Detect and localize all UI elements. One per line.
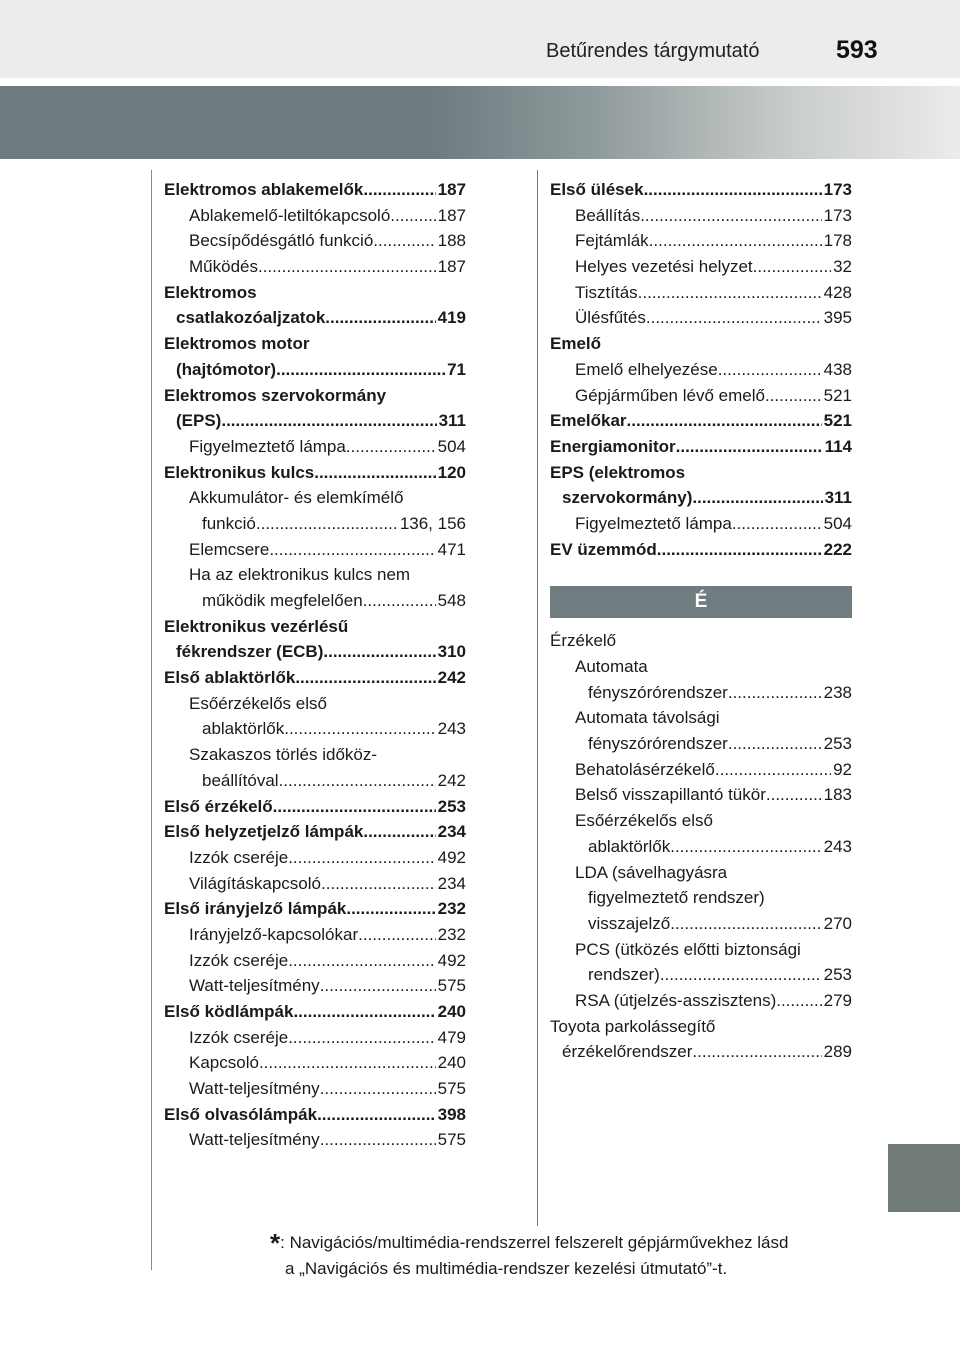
index-entry — [164, 1102, 466, 1128]
leader-dots — [320, 973, 436, 999]
index-entry — [164, 819, 466, 845]
index-entry — [550, 808, 852, 834]
entry-text: Behatolásérzékelő — [575, 759, 715, 779]
entry-text: Belső visszapillantó tükör — [575, 785, 766, 805]
entry-text: Watt-teljesítmény — [189, 976, 320, 996]
leader-dots — [776, 988, 821, 1014]
leader-dots — [728, 731, 822, 757]
leader-dots — [279, 768, 436, 794]
leader-dots — [346, 896, 435, 922]
entry-page-ref: 243 — [437, 719, 466, 739]
entry-page-ref: 32 — [833, 257, 852, 277]
leader-dots — [314, 460, 435, 486]
index-column-right — [550, 177, 852, 1065]
entry-page-ref: 222 — [823, 539, 852, 559]
leader-dots — [363, 819, 435, 845]
index-entry — [550, 680, 852, 706]
index-entry — [550, 911, 852, 937]
entry-text: Izzók cseréje — [189, 847, 289, 867]
entry-text: Ha az elektronikus kulcs nem — [189, 565, 411, 585]
column-divider — [537, 170, 538, 1226]
leader-dots — [295, 665, 435, 691]
entry-text: Első helyzetjelző lámpák — [164, 822, 364, 842]
leader-dots — [644, 177, 822, 203]
leader-dots — [715, 757, 831, 783]
index-entry — [164, 588, 466, 614]
entry-text: Izzók cseréje — [189, 950, 289, 970]
entry-text: funkció — [202, 513, 256, 533]
index-entry — [550, 228, 852, 254]
entry-text: Elektromos — [164, 282, 257, 302]
entry-page-ref: 289 — [823, 1042, 852, 1062]
entry-text: Ülésfűtés — [575, 308, 646, 328]
entry-text: Esőérzékelős első — [575, 811, 713, 831]
entry-text: Automata — [575, 657, 648, 676]
entry-page-ref: 240 — [437, 1002, 466, 1021]
entry-page-ref: 243 — [823, 836, 852, 856]
index-entry — [550, 357, 852, 383]
entry-text: Helyes vezetési helyzet — [575, 257, 753, 277]
index-entry — [550, 203, 852, 229]
index-entry — [164, 203, 466, 229]
entry-page-ref: 504 — [437, 436, 466, 456]
index-entry — [550, 408, 852, 434]
entry-page-ref: 183 — [823, 785, 852, 805]
index-entry — [164, 511, 466, 537]
index-entry — [550, 757, 852, 783]
entry-text: (EPS) — [176, 411, 222, 431]
index-entry — [550, 731, 852, 757]
index-entry — [550, 705, 852, 731]
entry-text: ablaktörlők — [202, 719, 285, 739]
leader-dots — [346, 434, 436, 460]
index-entry — [550, 1014, 852, 1040]
entry-page-ref: 173 — [823, 180, 852, 199]
index-entry — [164, 1025, 466, 1051]
chapter-thumb-tab — [888, 1144, 960, 1212]
leader-dots — [273, 794, 436, 820]
entry-text: fényszórórendszer — [588, 682, 728, 702]
header-banner — [0, 86, 960, 159]
index-entry — [550, 937, 852, 963]
leader-dots — [728, 680, 822, 706]
index-entry — [164, 537, 466, 563]
index-entry — [164, 1127, 466, 1153]
entry-page-ref: 575 — [437, 1130, 466, 1150]
entry-text: Beállítás — [575, 205, 641, 225]
index-column-left — [164, 177, 466, 1153]
index-entry — [164, 794, 466, 820]
entry-text: Watt-teljesítmény — [189, 1130, 320, 1150]
entry-page-ref: 136, 156 — [399, 513, 466, 533]
header-band — [0, 0, 960, 78]
leader-dots — [284, 716, 435, 742]
entry-text: Elektromos ablakemelők — [164, 180, 364, 199]
leader-dots — [288, 1025, 435, 1051]
index-entry — [164, 614, 466, 640]
index-entry — [550, 1039, 852, 1065]
leader-dots — [363, 177, 435, 203]
entry-page-ref: 242 — [437, 668, 466, 688]
index-entry — [164, 896, 466, 922]
index-entry — [550, 782, 852, 808]
index-entry — [164, 716, 466, 742]
entry-text: LDA (sávelhagyásra — [575, 862, 728, 882]
leader-dots — [692, 485, 822, 511]
entry-page-ref: 114 — [824, 436, 852, 456]
entry-page-ref: 173 — [823, 205, 852, 225]
index-entry — [550, 834, 852, 860]
leader-dots — [258, 254, 436, 280]
entry-text: Figyelmeztető lámpa — [575, 513, 732, 533]
entry-text: Watt-teljesítmény — [189, 1079, 320, 1099]
entry-text: PCS (ütközés előtti biztonsági — [575, 939, 801, 959]
entry-text: Első érzékelő — [164, 796, 273, 816]
footnote-line-2: a „Navigációs és multimédia-rendszer kezelési útmutató”-t. — [285, 1259, 728, 1278]
leader-dots — [293, 999, 435, 1025]
footnote-star: * — [270, 1228, 281, 1258]
leader-dots — [373, 228, 435, 254]
entry-text: Első olvasólámpák — [164, 1104, 318, 1124]
leader-dots — [317, 1102, 436, 1128]
index-entry — [164, 768, 466, 794]
entry-text: rendszer) — [588, 965, 660, 985]
left-margin-rule — [151, 170, 152, 1270]
leader-dots — [670, 911, 821, 937]
index-entry — [164, 357, 466, 383]
index-entry — [164, 562, 466, 588]
index-entry — [550, 305, 852, 331]
entry-text: EV üzemmód — [550, 539, 657, 559]
leader-dots — [325, 305, 435, 331]
entry-text: Figyelmeztető lámpa — [189, 436, 346, 456]
page-number: 593 — [836, 36, 878, 64]
index-entry — [550, 177, 852, 203]
leader-dots — [321, 871, 436, 897]
leader-dots — [390, 203, 435, 229]
entry-page-ref: 178 — [823, 231, 852, 251]
index-entry — [550, 280, 852, 306]
leader-dots — [718, 357, 822, 383]
leader-dots — [276, 357, 445, 383]
leader-dots — [765, 383, 822, 409]
entry-text: Fejtámlák — [575, 231, 649, 251]
entry-page-ref: 92 — [833, 759, 852, 779]
entry-text: szervokormány) — [562, 488, 693, 508]
index-entry — [550, 654, 852, 680]
entry-page-ref: 234 — [437, 873, 466, 893]
index-entry — [550, 485, 852, 511]
leader-dots — [766, 782, 822, 808]
entry-page-ref: 270 — [823, 913, 852, 933]
entry-page-ref: 242 — [437, 770, 466, 790]
index-entry — [550, 460, 852, 486]
entry-page-ref: 311 — [438, 411, 466, 431]
index-entry — [164, 1050, 466, 1076]
entry-text: RSA (útjelzés-asszisztens) — [575, 990, 777, 1010]
index-entry — [164, 691, 466, 717]
index-entry — [164, 1076, 466, 1102]
entry-page-ref: 253 — [823, 965, 852, 985]
entry-text: Elektronikus kulcs — [164, 462, 315, 482]
index-entry — [164, 845, 466, 871]
index-entry — [164, 408, 466, 434]
index-entry — [164, 177, 466, 203]
entry-page-ref: 398 — [437, 1104, 466, 1124]
entry-text: fékrendszer (ECB) — [176, 642, 324, 662]
entry-page-ref: 71 — [447, 359, 466, 379]
leader-dots — [670, 834, 821, 860]
leader-dots — [320, 1127, 436, 1153]
entry-page-ref: 240 — [437, 1053, 466, 1073]
leader-dots — [660, 962, 822, 988]
entry-page-ref: 188 — [437, 231, 466, 251]
entry-page-ref: 310 — [437, 642, 466, 662]
index-entry — [550, 383, 852, 409]
footnote-line-1: : Navigációs/multimédia-rendszerrel felszerelt gépjárművekhez lásd — [280, 1233, 789, 1252]
index-entry — [550, 254, 852, 280]
leader-dots — [640, 203, 821, 229]
entry-page-ref: 521 — [823, 385, 852, 405]
entry-text: Első ködlámpák — [164, 1002, 294, 1021]
index-entry — [164, 305, 466, 331]
entry-text: Tisztítás — [575, 282, 638, 302]
leader-dots — [753, 254, 831, 280]
entry-page-ref: 253 — [823, 734, 852, 754]
leader-dots — [627, 408, 822, 434]
entry-page-ref: 575 — [437, 976, 466, 996]
entry-text: Első irányjelző lámpák — [164, 899, 347, 919]
entry-page-ref: 311 — [824, 488, 852, 508]
index-entry — [164, 383, 466, 409]
entry-page-ref: 428 — [823, 282, 852, 302]
index-entry — [550, 860, 852, 886]
index-entry — [550, 537, 852, 563]
leader-dots — [256, 511, 398, 537]
entry-text: EPS (elektromos — [550, 462, 686, 482]
entry-page-ref: 479 — [437, 1027, 466, 1047]
leader-dots — [692, 1039, 821, 1065]
index-entry — [550, 988, 852, 1014]
entry-text: Elektronikus vezérlésű — [164, 616, 349, 636]
index-entry — [164, 948, 466, 974]
entry-text: figyelmeztető rendszer) — [588, 888, 765, 908]
entry-page-ref: 238 — [823, 682, 852, 702]
entry-page-ref: 279 — [823, 990, 852, 1010]
entry-text: Elektromos szervokormány — [164, 385, 387, 405]
entry-text: Gépjárműben lévő emelő — [575, 385, 765, 405]
entry-text: Szakaszos törlés időköz- — [189, 745, 378, 765]
entry-text: Kapcsoló — [189, 1053, 259, 1073]
index-entry — [164, 871, 466, 897]
entry-text: Első ablaktörlők — [164, 668, 296, 688]
entry-page-ref: 395 — [823, 308, 852, 328]
entry-text: fényszórórendszer — [588, 734, 728, 754]
leader-dots — [323, 639, 435, 665]
entry-text: Automata távolsági — [575, 708, 720, 728]
index-entry — [550, 434, 852, 460]
entry-text: Első ülések — [550, 180, 644, 199]
entry-page-ref: 438 — [823, 359, 852, 379]
leader-dots — [221, 408, 436, 434]
index-entry — [550, 962, 852, 988]
index-entry — [164, 228, 466, 254]
leader-dots — [320, 1076, 436, 1102]
index-entry — [550, 331, 852, 357]
index-entry — [550, 628, 852, 654]
entry-text: Működés — [189, 257, 258, 277]
leader-dots — [732, 511, 822, 537]
entry-text: Becsípődésgátló funkció — [189, 231, 374, 251]
index-entry — [164, 742, 466, 768]
entry-page-ref: 187 — [437, 180, 466, 199]
leader-dots — [269, 537, 435, 563]
index-entry — [164, 280, 466, 306]
entry-text: működik megfelelően — [202, 591, 363, 610]
entry-text: érzékelőrendszer — [562, 1042, 693, 1062]
entry-text: Toyota parkolássegítő — [550, 1016, 716, 1036]
index-entry — [164, 639, 466, 665]
entry-text: Emelő — [550, 334, 602, 354]
entry-text: beállítóval — [202, 770, 279, 790]
entry-text: Emelő elhelyezése — [575, 359, 718, 379]
entry-page-ref: 471 — [437, 539, 466, 559]
entry-page-ref: 504 — [823, 513, 852, 533]
entry-text: Elektromos motor — [164, 334, 310, 354]
entry-page-ref: 234 — [437, 822, 466, 842]
section-letter-header: É — [550, 586, 852, 618]
entry-page-ref: 521 — [823, 411, 852, 431]
entry-page-ref: 232 — [437, 899, 466, 919]
entry-text: Esőérzékelős első — [189, 693, 327, 713]
index-entry — [164, 460, 466, 486]
leader-dots — [358, 922, 435, 948]
entry-text: Irányjelző-kapcsolókar — [189, 924, 359, 944]
leader-dots — [657, 537, 822, 563]
entry-text: Izzók cseréje — [189, 1027, 289, 1047]
entry-text: Világításkapcsoló — [189, 873, 321, 893]
page-title: Betűrendes tárgymutató — [546, 40, 760, 62]
leader-dots — [363, 588, 436, 614]
index-entry — [164, 922, 466, 948]
entry-page-ref: 187 — [437, 205, 466, 225]
entry-page-ref: 492 — [437, 950, 466, 970]
entry-page-ref: 575 — [437, 1079, 466, 1099]
entry-page-ref: 492 — [437, 847, 466, 867]
entry-text: Elemcsere — [189, 539, 270, 559]
index-entry — [550, 885, 852, 911]
entry-text: Akkumulátor- és elemkímélő — [189, 488, 404, 508]
leader-dots — [646, 305, 822, 331]
leader-dots — [638, 280, 822, 306]
index-entry — [164, 331, 466, 357]
entry-text: ablaktörlők — [588, 836, 671, 856]
index-entry — [550, 511, 852, 537]
entry-page-ref: 253 — [437, 796, 466, 816]
entry-text: Emelőkar — [550, 411, 627, 431]
footnote — [270, 1230, 870, 1281]
entry-page-ref: 120 — [437, 462, 466, 482]
index-entry — [164, 665, 466, 691]
index-entry — [164, 973, 466, 999]
entry-text: Energiamonitor — [550, 436, 676, 456]
leader-dots — [288, 948, 435, 974]
entry-page-ref: 548 — [437, 591, 466, 610]
index-entry — [164, 999, 466, 1025]
leader-dots — [259, 1050, 436, 1076]
leader-dots — [649, 228, 822, 254]
leader-dots — [288, 845, 435, 871]
entry-text: (hajtómotor) — [176, 359, 277, 379]
index-entry — [164, 254, 466, 280]
index-entry — [164, 434, 466, 460]
leader-dots — [676, 434, 823, 460]
entry-text: Érzékelő — [550, 631, 617, 651]
entry-page-ref: 419 — [437, 308, 466, 328]
entry-text: csatlakozóaljzatok — [176, 308, 326, 328]
entry-page-ref: 187 — [437, 257, 466, 277]
entry-text: Ablakemelő-letiltókapcsoló — [189, 205, 391, 225]
entry-text: visszajelző — [588, 913, 671, 933]
entry-page-ref: 232 — [437, 924, 466, 944]
index-entry — [164, 485, 466, 511]
